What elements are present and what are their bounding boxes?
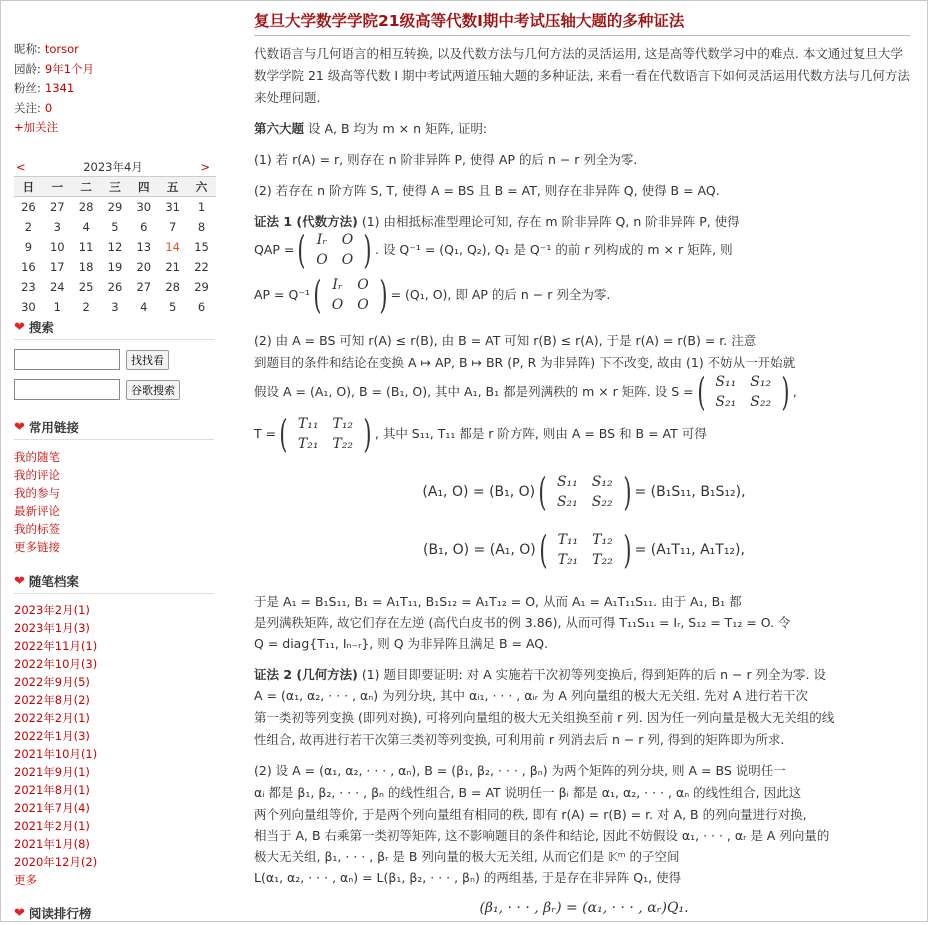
archive-link[interactable]: 2022年10月(3) <box>14 657 98 671</box>
calendar-day: 31 <box>165 200 180 214</box>
calendar-month: 2023年4月 <box>83 160 143 174</box>
proof1-part2-l4-text: , 其中 S₁₁, T₁₁ 都是 r 阶方阵, 则由 A = BS 和 B = AT 可得 <box>374 426 707 441</box>
matrix-cell: O <box>357 297 369 313</box>
calendar-day: 25 <box>78 280 94 294</box>
common-link[interactable]: 我的评论 <box>14 468 60 482</box>
eq2-left: (B₁, O) = (A₁, O) <box>423 542 536 558</box>
calendar-day: 18 <box>78 260 94 274</box>
matrix-cell: S₂₁ <box>556 494 578 510</box>
calendar-day: 11 <box>78 240 94 254</box>
calendar-weekday: 三 <box>101 177 130 197</box>
heart-icon: ❤ <box>14 419 25 435</box>
archive-link[interactable]: 2021年8月(1) <box>14 783 90 797</box>
search-title: 搜索 <box>28 320 54 335</box>
proof1-text: (1) 由相抵标准型理论可知, 存在 m 阶非异阵 Q, n 阶非异阵 P, 使得 <box>361 214 740 229</box>
calendar-prev-button[interactable]: < <box>16 160 26 174</box>
matrix-cell: O <box>341 252 354 268</box>
proof2-part2-l6: L(α₁, α₂, · · · , αₙ) = L(β₁, β₂, · · · , βₙ) 的两组基, 于是存在非异阵 Q₁, 使得 <box>254 870 682 885</box>
calendar-weekday: 一 <box>43 177 72 197</box>
calendar-day: 3 <box>53 220 61 234</box>
proof1-part2-l4 <box>254 414 914 454</box>
right-paren: ) <box>363 412 372 456</box>
proof1-ap-result: = (Q₁, O), 即 AP 的后 n − r 列全为零. <box>390 287 611 302</box>
eq2-right: = (A₁T₁₁, A₁T₁₂), <box>634 542 745 558</box>
proof1-conclusion-l3: Q = diag{T₁₁, Iₙ₋ᵣ}, 则 Q 为非异阵且满足 B = AQ. <box>254 636 549 651</box>
archive-link[interactable]: 2022年9月(5) <box>14 675 90 689</box>
calendar-day: 5 <box>168 300 177 314</box>
archive-title: 随笔档案 <box>28 574 79 589</box>
archive-section-title <box>14 572 214 594</box>
matrix-cell: S₁₁ <box>556 474 578 490</box>
calendar-day: 1 <box>53 300 61 314</box>
calendar-next-button[interactable]: > <box>200 160 210 174</box>
calendar-day: 30 <box>136 200 152 214</box>
heart-icon: ❤ <box>14 319 25 335</box>
archive-link[interactable]: 2023年2月(1) <box>14 603 90 617</box>
proof2-part2-l2: αᵢ 都是 β₁, β₂, · · · , βₙ 的线性组合, B = AT 说明任一 βᵢ 都是 α₁, α₂, · · · , αₙ 的线性组合, 因此这 <box>254 785 802 800</box>
matrix-Ir-2 <box>310 275 391 315</box>
calendar-weekday: 二 <box>72 177 101 197</box>
google-search-input[interactable] <box>14 379 120 400</box>
archive-link[interactable]: 2022年8月(2) <box>14 693 90 707</box>
fans-link[interactable]: 1341 <box>44 81 75 95</box>
proof1-q-inverse: . 设 Q⁻¹ = (Q₁, Q₂), Q₁ 是 Q⁻¹ 的前 r 列构成的 m × r 矩阵, 则 <box>375 242 733 257</box>
archive-link[interactable]: 2021年1月(8) <box>14 837 90 851</box>
archive-link[interactable]: 2022年1月(3) <box>14 729 90 743</box>
calendar-day[interactable]: 14 <box>165 240 180 254</box>
proof1-label: 证法 1 (代数方法) <box>254 214 358 229</box>
find-button[interactable]: 找找看 <box>126 350 169 370</box>
calendar-day: 5 <box>111 220 119 234</box>
matrix-S-eq <box>535 472 634 512</box>
calendar-day: 16 <box>21 260 36 274</box>
proof1-part2-l3-text: 假设 A = (A₁, O), B = (B₁, O), 其中 A₁, B₁ 都是列满秩的 m × r 矩阵. 设 S = <box>254 384 694 399</box>
right-paren: ) <box>781 370 790 414</box>
links-title: 常用链接 <box>28 420 79 435</box>
problem-text: 设 A, B 均为 m × n 矩阵, 证明: <box>308 121 488 136</box>
equation-2 <box>254 530 914 570</box>
search-section-title <box>14 318 214 340</box>
calendar-weekday: 五 <box>158 177 187 197</box>
calendar-day: 13 <box>136 240 152 254</box>
problem-q2: (2) 若存在 n 阶方阵 S, T, 使得 A = BS 且 B = AT, 则存在非异阵 Q, 使得 B = AQ. <box>254 183 720 198</box>
matrix-cell: S₁₂ <box>750 374 772 390</box>
matrix-cell: O <box>316 252 328 268</box>
calendar-day: 10 <box>49 240 65 254</box>
matrix-cell: Iᵣ <box>332 277 343 293</box>
proof1-part2-l2: 到题目的条件和结论在变换 A ↦ AP, B ↦ BR (P, R 为非异阵) 下不改变, 故由 (1) 不妨从一开始就 <box>254 355 796 370</box>
comma: , <box>792 384 797 399</box>
archive-link[interactable]: 更多 <box>14 873 37 887</box>
calendar-weekday: 日 <box>14 177 43 197</box>
calendar-day: 29 <box>194 280 209 294</box>
left-paren: ( <box>539 528 548 572</box>
archive-list <box>14 601 97 889</box>
calendar-day: 22 <box>194 260 209 274</box>
calendar-day: 28 <box>165 280 180 294</box>
calendar-day: 6 <box>140 220 148 234</box>
eq1-right: = (B₁S₁₁, B₁S₁₂), <box>634 484 746 500</box>
calendar-day: 19 <box>107 260 123 274</box>
right-paren: ) <box>622 470 632 514</box>
archive-link[interactable]: 2021年2月(1) <box>14 819 90 833</box>
problem-statement <box>254 118 914 140</box>
proof2-label: 证法 2 (几何方法) <box>254 667 358 682</box>
calendar-day: 2 <box>82 300 90 314</box>
proof2-text: (1) 题目即要证明: 对 A 实施若干次初等列变换后, 得到矩阵的后 n − r 列全为零. 设 <box>361 667 826 682</box>
eq1-left: (A₁, O) = (B₁, O) <box>422 484 536 500</box>
proof1-part2-l3 <box>254 372 914 412</box>
matrix-cell: S₁₂ <box>591 474 613 490</box>
proof1-T-label: T = <box>254 426 277 441</box>
problem-q1: (1) 若 r(A) = r, 则存在 n 阶非异阵 P, 使得 AP 的后 n − r 列全为零. <box>254 152 638 167</box>
follow-link[interactable]: 0 <box>44 100 53 115</box>
calendar-day: 21 <box>165 260 180 274</box>
matrix-cell: Iᵣ <box>316 232 328 248</box>
ranking-title: 阅读排行榜 <box>28 906 92 921</box>
common-link[interactable]: 我的标签 <box>14 522 60 536</box>
proof1-conclusion-l1: 于是 A₁ = B₁S₁₁, B₁ = A₁T₁₁, B₁S₁₂ = A₁T₁₂ = O, 从而 A₁ = A₁T₁₁S₁₁. 由于 A₁, B₁ 都 <box>254 594 742 609</box>
calendar-day: 4 <box>82 220 90 234</box>
common-link[interactable]: 最新评论 <box>14 504 60 518</box>
calendar-day: 7 <box>168 220 177 234</box>
profile-panel <box>14 40 216 138</box>
nickname-label: 昵称: <box>14 42 41 56</box>
calendar-weekday: 四 <box>129 177 158 197</box>
search-row-2 <box>14 379 180 400</box>
proof2-equation: (β₁, · · · , βᵣ) = (α₁, · · · , αᵣ)Q₁. <box>479 900 689 916</box>
common-link[interactable]: 我的参与 <box>14 486 60 500</box>
intro-paragraph: 代数语言与几何语言的相互转换, 以及代数方法与几何方法的灵活运用, 这是高等代数学习中的难点. 本文通过复旦大学数学学院 21 级高等代数 I 期中考试两道压轴大题的多种证法, 来看一看在代数语言下如何灵活运用代数方法与几何方法来处理问题. <box>254 46 910 105</box>
archive-link[interactable]: 2022年11月(1) <box>14 639 98 653</box>
matrix-cell: T₁₁ <box>297 416 319 432</box>
archive-link[interactable]: 2021年10月(1) <box>14 747 98 761</box>
equation-1 <box>254 472 914 512</box>
right-paren: ) <box>363 228 372 272</box>
proof1-conclusion-l2: 是列满秩矩阵, 故它们存在左逆 (高代白皮书的例 3.86), 从而可得 T₁₁S₁₁ = Iᵣ, S₁₂ = T₁₂ = O. 令 <box>254 615 791 630</box>
calendar-day: 2 <box>24 220 33 234</box>
matrix-cell: T₂₁ <box>297 436 319 452</box>
calendar-day: 27 <box>49 200 65 214</box>
heart-icon: ❤ <box>14 573 25 589</box>
proof1-line2 <box>254 230 914 270</box>
proof1-part2-l1: (2) 由 A = BS 可知 r(A) ≤ r(B), 由 B = AT 可知 r(B) ≤ r(A), 于是 r(A) = r(B) = r. 注意 <box>254 333 757 348</box>
problem-label: 第六大题 <box>254 121 305 136</box>
calendar-day: 3 <box>111 300 119 314</box>
calendar-day: 28 <box>78 200 94 214</box>
matrix-S <box>694 372 793 412</box>
search-input[interactable] <box>14 349 120 370</box>
proof2-part2-l5: 极大无关组, β₁, · · · , βᵣ 是 B 列向量的极大无关组, 从而它们是 𝕂ᵐ 的子空间 <box>254 849 680 864</box>
calendar-day: 20 <box>136 260 152 274</box>
archive-link[interactable]: 2021年7月(4) <box>14 801 90 815</box>
calendar-day: 12 <box>107 240 123 254</box>
calendar-day: 29 <box>107 200 123 214</box>
proof2-line2: A = (α₁, α₂, · · · , αₙ) 为列分块, 其中 αᵢ₁, · · · , αᵢᵣ 为 A 列向量组的极大无关组. 先对 A 进行若干次 <box>254 688 808 703</box>
matrix-cell: T₂₂ <box>332 436 354 452</box>
proof2-part2-l3: 两个列向量组等价, 于是两个列向量组有相同的秩, 即有 r(A) = r(B) = r. 对 A, B 的列向量进行对换, <box>254 807 807 822</box>
matrix-cell: T₁₂ <box>332 416 354 432</box>
calendar-day: 24 <box>49 280 65 294</box>
common-links-list <box>14 448 60 556</box>
right-paren: ) <box>623 528 632 572</box>
matrix-cell: S₁₁ <box>715 374 737 390</box>
google-search-button[interactable]: 谷歌搜索 <box>126 380 180 400</box>
calendar-day: 26 <box>107 280 123 294</box>
calendar-grid <box>14 176 216 317</box>
matrix-cell: O <box>341 232 354 248</box>
calendar-day: 15 <box>194 240 209 254</box>
add-follow-link[interactable]: +加关注 <box>14 120 59 134</box>
matrix-cell: S₂₂ <box>591 494 613 510</box>
right-paren: ) <box>379 273 388 317</box>
proof2-line1 <box>254 664 914 686</box>
proof2-part2-l1: (2) 设 A = (α₁, α₂, · · · , αₙ), B = (β₁, β₂, · · · , βₙ) 为两个矩阵的列分块, 则 A = BS 说明任一 <box>254 763 786 778</box>
proof2-part2-l4: 相当于 A, B 右乘第一类初等矩阵, 这不影响题目的条件和结论, 因此不妨假设 α₁, · · · , αᵣ 是 A 列向量的 <box>254 828 830 843</box>
matrix-Ir <box>294 230 375 270</box>
calendar-day: 6 <box>197 300 206 314</box>
archive-link[interactable]: 2020年12月(2) <box>14 855 98 869</box>
proof1-line3 <box>254 275 914 315</box>
calendar-day: 30 <box>21 300 36 314</box>
left-paren: ( <box>313 273 322 317</box>
age-label: 园龄: <box>14 61 41 76</box>
search-row-1 <box>14 349 169 370</box>
archive-link[interactable]: 2022年2月(1) <box>14 711 90 725</box>
proof1-qap: QAP = <box>254 242 295 257</box>
archive-link[interactable]: 2023年1月(3) <box>14 621 90 635</box>
links-section-title <box>14 418 214 440</box>
nickname-link[interactable]: torsor <box>44 42 79 56</box>
matrix-cell: T₁₁ <box>557 532 579 548</box>
heart-icon: ❤ <box>14 905 25 921</box>
calendar-day: 4 <box>140 300 148 314</box>
post-title[interactable]: 复旦大学数学学院21级高等代数I期中考试压轴大题的多种证法 <box>254 9 910 36</box>
proof2-line4: 性组合, 故再进行若干次第三类初等列变换, 可利用前 r 列消去后 n − r 列, 得到的矩阵即为所求. <box>254 732 785 747</box>
matrix-T <box>276 414 375 454</box>
calendar-day: 1 <box>197 200 206 214</box>
proof1-ap: AP = Q⁻¹ <box>254 287 310 302</box>
follow-label: 关注: <box>14 100 41 115</box>
calendar-weekday: 六 <box>187 177 216 197</box>
age-link[interactable]: 9年1个月 <box>44 61 95 76</box>
calendar-day: 9 <box>24 240 33 254</box>
calendar-day: 27 <box>136 280 152 294</box>
matrix-cell: T₂₁ <box>557 552 579 568</box>
calendar <box>14 159 216 317</box>
left-paren: ( <box>279 412 288 456</box>
matrix-cell: T₂₂ <box>592 552 613 568</box>
left-paren: ( <box>696 370 706 414</box>
left-paren: ( <box>297 228 306 272</box>
fans-label: 粉丝: <box>14 81 41 95</box>
archive-link[interactable]: 2021年9月(1) <box>14 765 90 779</box>
common-link[interactable]: 更多链接 <box>14 540 60 554</box>
calendar-day: 26 <box>21 200 36 214</box>
matrix-T-eq <box>536 530 635 570</box>
proof2-line3: 第一类初等列变换 (即列对换), 可将列向量组的极大无关组换至前 r 列. 因为任一列向量是极大无关组的线 <box>254 710 835 725</box>
left-paren: ( <box>538 470 547 514</box>
matrix-cell: O <box>331 297 344 313</box>
matrix-cell: S₂₁ <box>715 394 737 410</box>
calendar-day: 8 <box>197 220 206 234</box>
matrix-cell: S₂₂ <box>750 394 772 410</box>
matrix-cell: T₁₂ <box>592 532 613 548</box>
calendar-day: 17 <box>49 260 65 274</box>
matrix-cell: O <box>357 277 369 293</box>
calendar-day: 23 <box>21 280 36 294</box>
common-link[interactable]: 我的随笔 <box>14 450 60 464</box>
